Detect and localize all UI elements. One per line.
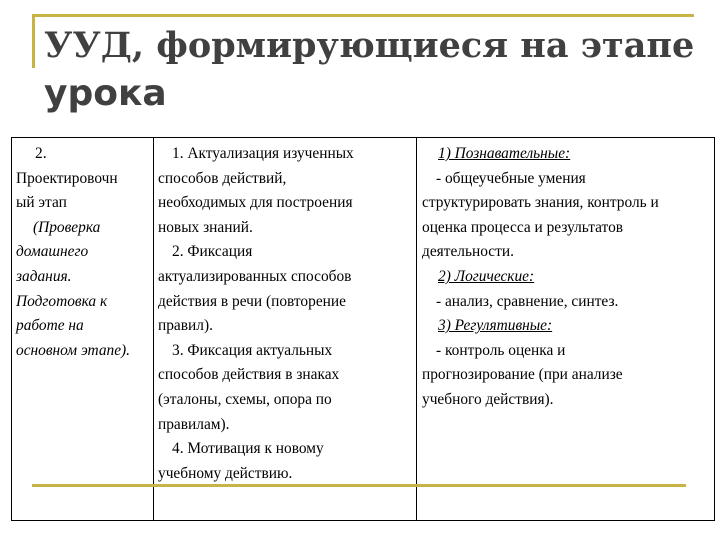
- uud-line: деятельности.: [422, 243, 514, 261]
- action-line: 2. Фиксация: [172, 243, 253, 261]
- title-line-2: урока: [44, 73, 167, 114]
- content-table: [11, 137, 715, 521]
- uud-line: - анализ, сравнение, синтез.: [436, 292, 619, 310]
- stage-note: задания.: [16, 267, 72, 285]
- decorative-left-line: [32, 14, 35, 68]
- action-line: способов действий,: [158, 169, 287, 187]
- stage-note: домашнего: [16, 243, 89, 261]
- action-line: действия в речи (повторение: [158, 292, 346, 310]
- action-line: правил).: [158, 317, 213, 335]
- action-line: учебному действию.: [158, 464, 293, 482]
- uud-heading: 3) Регулятивные:: [438, 317, 553, 335]
- uud-heading: 2) Логические:: [438, 267, 535, 285]
- action-line: необходимых для построения: [158, 194, 353, 212]
- uud-line: оценка процесса и результатов: [422, 218, 624, 236]
- uud-line: - контроль оценка и: [436, 341, 566, 359]
- action-line: правилам).: [158, 415, 230, 433]
- action-line: 3. Фиксация актуальных: [172, 341, 333, 359]
- stage-note: Подготовка к: [16, 292, 108, 310]
- stage-note: основном этапе).: [16, 341, 131, 359]
- decorative-top-line: [32, 14, 694, 17]
- uud-line: структурировать знания, контроль и: [422, 194, 659, 212]
- action-line: (эталоны, схемы, опора по: [158, 390, 332, 408]
- column-divider-1: [153, 138, 154, 520]
- stage-column: [16, 142, 130, 363]
- stage-text: Проектировочн: [16, 169, 118, 187]
- column-divider-2: [416, 138, 417, 520]
- uud-line: прогнозирование (при анализе: [422, 366, 623, 384]
- action-line: 1. Актуализация изученных: [172, 145, 354, 162]
- uud-heading: 1) Познавательные:: [438, 145, 571, 162]
- action-line: способов действия в знаках: [158, 366, 340, 384]
- uud-line: - общеучебные умения: [436, 169, 586, 187]
- action-line: актуализированных способов: [158, 267, 352, 285]
- action-line: 4. Мотивация к новому: [172, 440, 324, 458]
- action-line: новых знаний.: [158, 218, 253, 236]
- actions-column: [158, 142, 354, 486]
- decorative-bottom-line: [32, 484, 686, 487]
- stage-text: ый этап: [16, 194, 67, 212]
- title-line-1: УУД, формирующиеся на этапе: [44, 25, 695, 66]
- slide-title: [44, 22, 704, 118]
- uud-line: учебного действия).: [422, 390, 554, 408]
- stage-note: работе на: [16, 317, 84, 335]
- stage-number: 2.: [35, 145, 47, 162]
- uud-column: [422, 142, 659, 413]
- stage-note: (Проверка: [33, 218, 101, 236]
